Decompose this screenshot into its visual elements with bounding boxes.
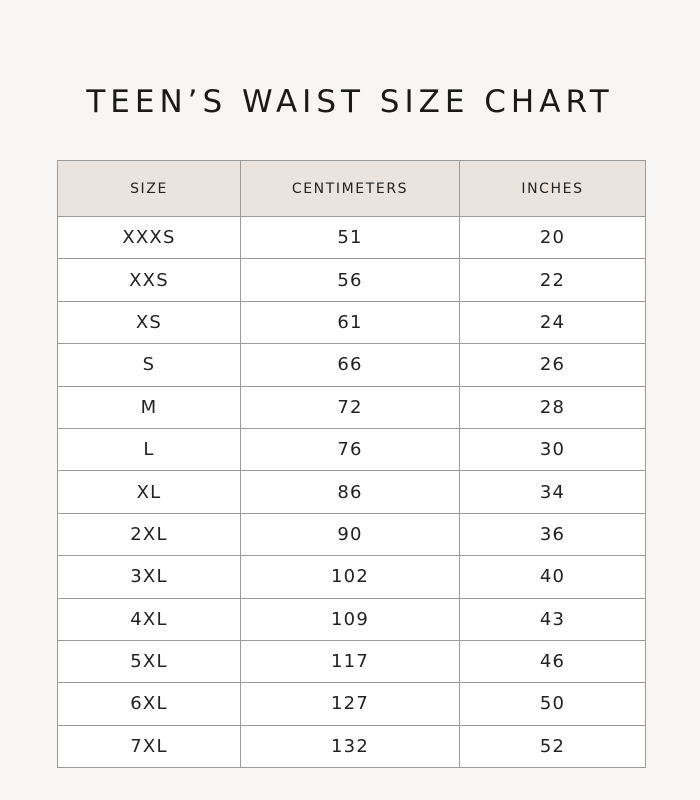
inches-cell: 20 — [460, 217, 646, 259]
size-cell: XL — [58, 471, 241, 513]
centimeters-cell: 117 — [241, 640, 460, 682]
table-row — [58, 428, 646, 470]
table-row — [58, 725, 646, 767]
table-row — [58, 471, 646, 513]
centimeters-cell: 51 — [241, 217, 460, 259]
table-row — [58, 217, 646, 259]
column-header-inches: INCHES — [460, 161, 646, 217]
column-header-centimeters: CENTIMETERS — [241, 161, 460, 217]
centimeters-cell: 61 — [241, 301, 460, 343]
inches-cell: 30 — [460, 428, 646, 470]
inches-cell: 26 — [460, 344, 646, 386]
inches-cell: 40 — [460, 556, 646, 598]
centimeters-cell: 56 — [241, 259, 460, 301]
table-row — [58, 259, 646, 301]
column-header-size: SIZE — [58, 161, 241, 217]
table-row — [58, 598, 646, 640]
inches-cell: 50 — [460, 683, 646, 725]
inches-cell: 52 — [460, 725, 646, 767]
table-row — [58, 640, 646, 682]
centimeters-cell: 76 — [241, 428, 460, 470]
size-cell: XXXS — [58, 217, 241, 259]
table-row — [58, 301, 646, 343]
page-title: TEEN’S WAIST SIZE CHART — [86, 84, 614, 120]
size-table-container — [57, 160, 645, 768]
centimeters-cell: 132 — [241, 725, 460, 767]
table-row — [58, 344, 646, 386]
centimeters-cell: 66 — [241, 344, 460, 386]
size-cell: M — [58, 386, 241, 428]
inches-cell: 46 — [460, 640, 646, 682]
size-cell: 5XL — [58, 640, 241, 682]
inches-cell: 22 — [460, 259, 646, 301]
size-cell: 4XL — [58, 598, 241, 640]
centimeters-cell: 72 — [241, 386, 460, 428]
inches-cell: 34 — [460, 471, 646, 513]
centimeters-cell: 90 — [241, 513, 460, 555]
size-cell: XS — [58, 301, 241, 343]
table-row — [58, 556, 646, 598]
size-cell: 7XL — [58, 725, 241, 767]
centimeters-cell: 86 — [241, 471, 460, 513]
size-cell: 3XL — [58, 556, 241, 598]
table-header-row — [58, 161, 646, 217]
size-cell: L — [58, 428, 241, 470]
size-cell: 2XL — [58, 513, 241, 555]
table-row — [58, 683, 646, 725]
table-body — [58, 217, 646, 768]
centimeters-cell: 102 — [241, 556, 460, 598]
table-row — [58, 513, 646, 555]
size-cell: S — [58, 344, 241, 386]
inches-cell: 24 — [460, 301, 646, 343]
inches-cell: 43 — [460, 598, 646, 640]
centimeters-cell: 127 — [241, 683, 460, 725]
inches-cell: 36 — [460, 513, 646, 555]
size-cell: 6XL — [58, 683, 241, 725]
size-cell: XXS — [58, 259, 241, 301]
table-row — [58, 386, 646, 428]
inches-cell: 28 — [460, 386, 646, 428]
size-table — [57, 160, 646, 768]
centimeters-cell: 109 — [241, 598, 460, 640]
